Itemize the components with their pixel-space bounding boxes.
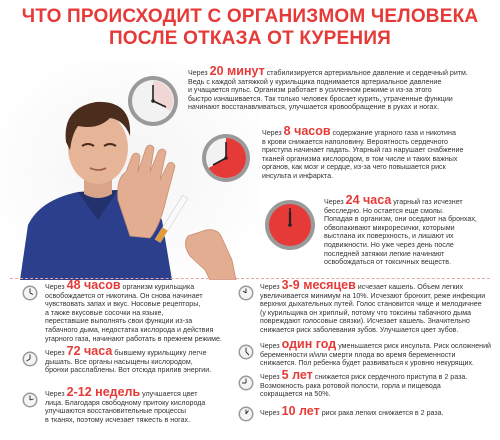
- clock-icon: [238, 406, 254, 422]
- stage-time: 2-12 недель: [66, 385, 141, 399]
- clock-icon: [126, 74, 180, 128]
- stage-10-years-text: Через 10 лет риск рака легких снижается в 2 раза.: [260, 404, 444, 418]
- stage-time: 20 минут: [209, 64, 265, 78]
- clock-icon: [238, 375, 254, 391]
- clock-icon: [263, 198, 317, 252]
- stage-24-hours-text: Через 24 часа угарный газ исчезнет бесследно. Но остается еще смолы. Попадая в организм, они оседают на бронхах, обволакивают микроресички, которыми выстлана их поверхность, и лишают их подвижности. Но уже через день после последней затяжки легкие начинают освобождаться от токсичных веществ.: [324, 193, 477, 267]
- stage-time: один год: [281, 337, 337, 351]
- stage-time: 10 лет: [281, 404, 320, 418]
- page-title: [0, 6, 500, 50]
- clock-icon: [22, 351, 38, 367]
- title-line-2: ПОСЛЕ ОТКАЗА ОТ КУРЕНИЯ: [108, 28, 392, 49]
- stage-72-hours-text: Через 72 часа бывшему курильщику легче дышать. Все органы насыщены кислородом, бронхи расслаблены. Вот отсюда прилив энергии.: [45, 344, 212, 375]
- stage-48-hours-text: Через 48 часов организм курильщика освобождается от никотина. Он снова начинает чувствовать запах и вкус. Носовые рецепторы, а также вкусовые сосочки на языке, переставшие выполнять свои функции из-за табачного дыма, недостатка кислорода и действия угарного газа, начинают работать в прежнем режиме.: [45, 278, 222, 343]
- clock-icon: [22, 285, 38, 301]
- stage-one-year-text: Через один год уменьшается риск инсульта. Риск осложнений беременности и/или смерти плода во время беременности снижается. Пол ребенка будет развиваться к уровню некурящих.: [260, 337, 492, 368]
- clock-icon: [238, 344, 254, 360]
- stage-time: 24 часа: [345, 193, 392, 207]
- stage-5-years-text: Через 5 лет снижается риск сердечного приступа в 2 раза. Возможность рака ротовой полости, горла и пищевода сокращается на 50%.: [260, 368, 468, 399]
- stage-2-12-weeks-text: Через 2-12 недель улучшается цвет лица. Благодаря свободному притоку кислорода улучшаются восстановительные процессы в тканях, поэтому исчезает тяжесть в ногах.: [45, 385, 206, 424]
- stage-time: 8 часов: [283, 124, 331, 138]
- stage-20-min-text: Через 20 минут стабилизируется артериальное давление и сердечный ритм. Ведь с каждой затяжкой у курильщика поднимается артериальное давление и учащается пульс. Организм работает в усиленном режиме и из-за этого быстро изнашивается. Так только человек бросает курить, утраченные функции начинают восстанавливаться, улучшается кровообращение в руках и ногах.: [188, 64, 468, 112]
- stage-time: 48 часов: [66, 278, 121, 292]
- stage-time: 72 часа: [66, 344, 113, 358]
- stage-time: 3-9 месяцев: [281, 278, 356, 292]
- clock-icon: [238, 285, 254, 301]
- title-line-1: ЧТО ПРОИСХОДИТ С ОРГАНИЗМОМ ЧЕЛОВЕКА: [21, 6, 479, 27]
- stage-time: 5 лет: [281, 368, 313, 382]
- clock-icon: [22, 392, 38, 408]
- clock-icon: [200, 132, 252, 184]
- stage-3-9-months-text: Через 3-9 месяцев исчезает кашель. Объем легких увеличивается минимум на 10%. Исчезают бронхит, реже инфекции верхних дыхательных путей. Голос становится чище и мелодичнее (у курильщика он хриплый, потому что токсины табачного дыма повреждают голосовые связки). Исчезает кашель. Значительно снижается риск заболевания зубов. Улучшается цвет зубов.: [260, 278, 486, 334]
- stage-8-hours-text: Через 8 часов содержание угарного газа и никотина в крови снижается наполовину. Вероятность сердечного приступа начинает падать. Угарный газ нарушает снабжение тканей организма кислородом, в том числе и таких важных органов, как мозг и сердце, из-за чего повышается риск инсульта и инфаркта.: [262, 124, 464, 180]
